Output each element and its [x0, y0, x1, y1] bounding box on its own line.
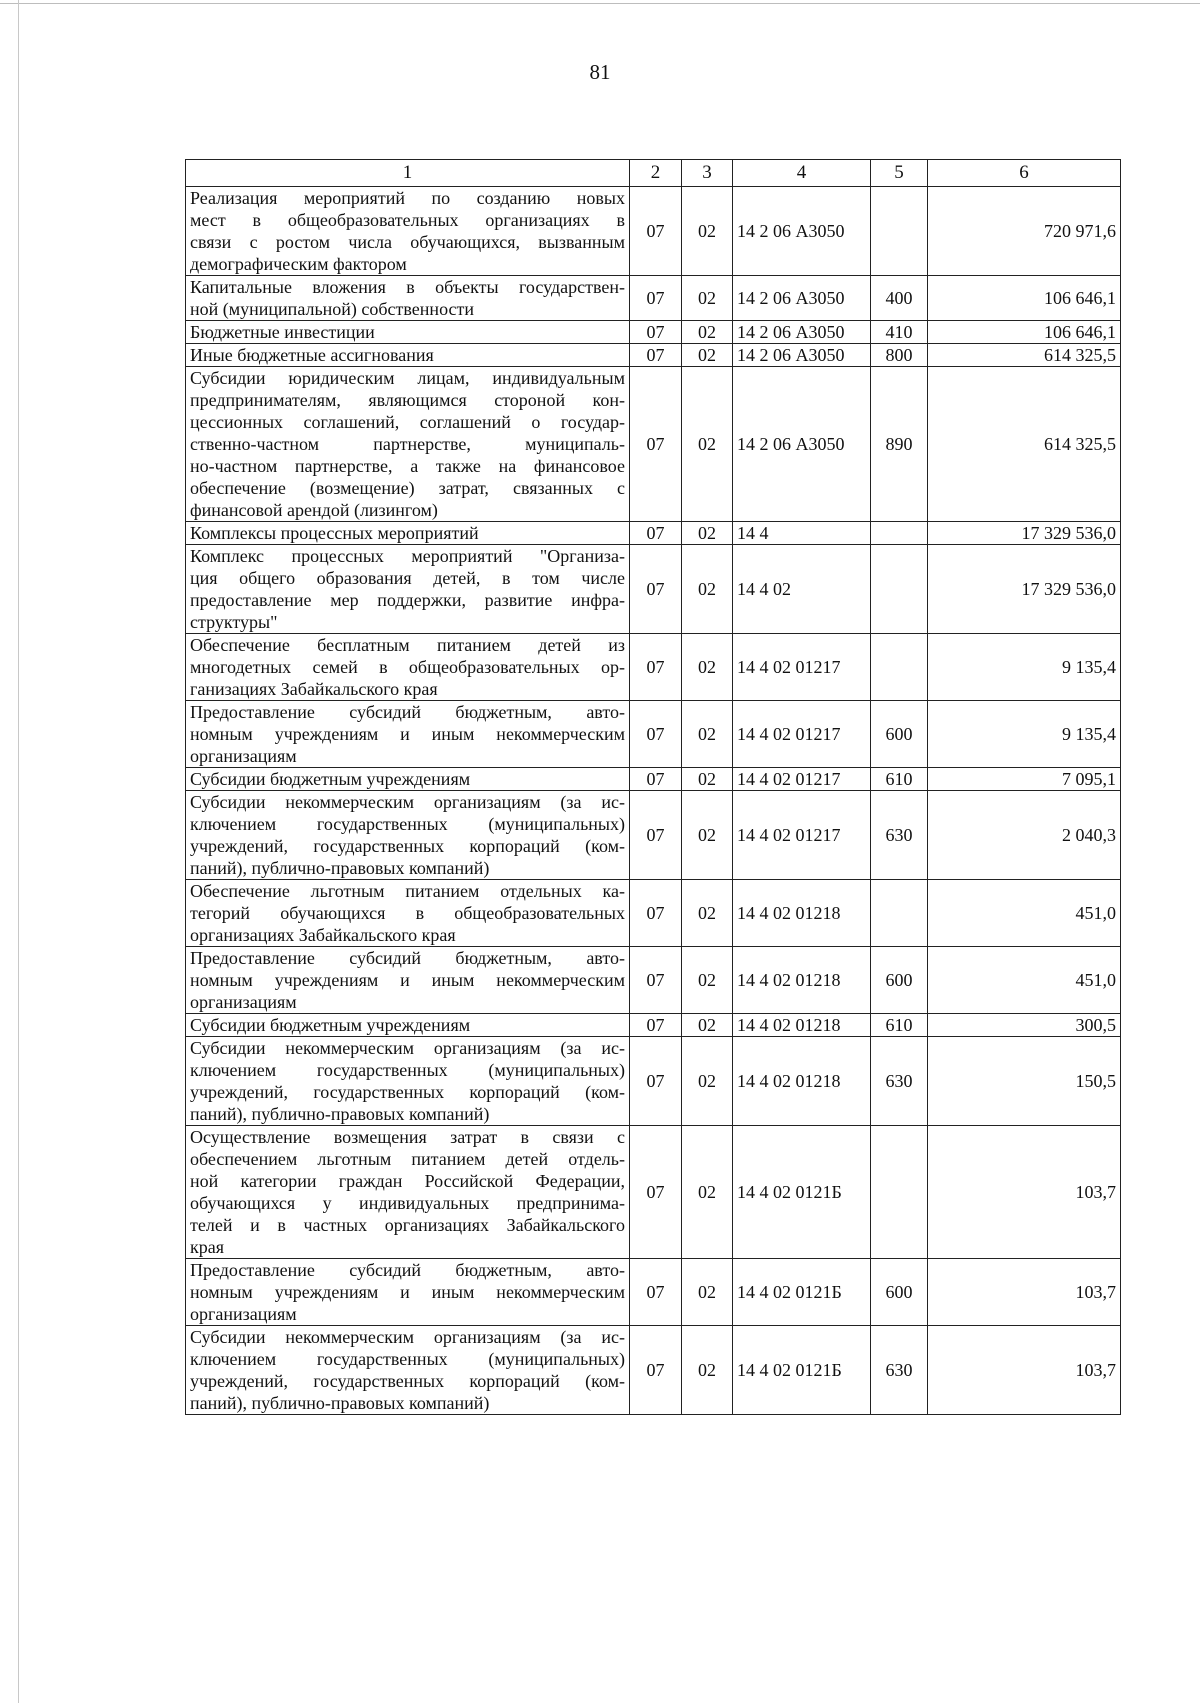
- row-name-line: предоставление мер поддержки, развитие инфра-: [190, 590, 625, 610]
- row-name-line: ключением государственных (муниципальных): [190, 1060, 625, 1080]
- section-code: 07: [630, 344, 682, 367]
- row-name-line: Иные бюджетные ассигнования: [190, 345, 434, 365]
- row-name-line: обеспечение (возмещение) затрат, связанных с: [190, 478, 625, 498]
- row-name: [186, 791, 630, 880]
- expense-type-code: 630: [871, 1037, 928, 1126]
- amount: 103,7: [928, 1126, 1121, 1259]
- row-name-line: ственно-частном партнерстве, муниципаль-: [190, 434, 625, 454]
- row-name: [186, 768, 630, 791]
- table-row: [186, 187, 1121, 276]
- amount: 106 646,1: [928, 321, 1121, 344]
- target-article-code: 14 4 02 01217: [733, 634, 871, 701]
- subsection-code: 02: [682, 276, 733, 321]
- table-row: [186, 1014, 1121, 1037]
- expense-type-code: 610: [871, 1014, 928, 1037]
- expense-type-code: [871, 187, 928, 276]
- section-code: 07: [630, 321, 682, 344]
- subsection-code: 02: [682, 321, 733, 344]
- row-name-line: Предоставление субсидий бюджетным, авто-: [190, 1260, 625, 1280]
- row-name-line: края: [190, 1237, 225, 1257]
- section-code: 07: [630, 791, 682, 880]
- section-code: 07: [630, 634, 682, 701]
- expense-type-code: [871, 522, 928, 545]
- table-row: [186, 768, 1121, 791]
- row-name: [186, 947, 630, 1014]
- row-name-line: паний), публично-правовых компаний): [190, 1393, 490, 1413]
- header-col-4: 4: [733, 160, 871, 187]
- subsection-code: 02: [682, 545, 733, 634]
- row-name-line: финансовой арендой (лизингом): [190, 500, 438, 520]
- row-name-line: паний), публично-правовых компаний): [190, 858, 490, 878]
- row-name-line: Реализация мероприятий по созданию новых: [190, 188, 625, 208]
- amount: 9 135,4: [928, 701, 1121, 768]
- table-row: [186, 947, 1121, 1014]
- amount: 300,5: [928, 1014, 1121, 1037]
- amount: 451,0: [928, 880, 1121, 947]
- target-article-code: 14 4 02 01217: [733, 791, 871, 880]
- amount: 7 095,1: [928, 768, 1121, 791]
- subsection-code: 02: [682, 1014, 733, 1037]
- row-name: [186, 344, 630, 367]
- table-row: [186, 1326, 1121, 1415]
- expense-type-code: 800: [871, 344, 928, 367]
- section-code: 07: [630, 522, 682, 545]
- budget-table: [185, 159, 1121, 1415]
- row-name: [186, 545, 630, 634]
- row-name: [186, 522, 630, 545]
- amount: 150,5: [928, 1037, 1121, 1126]
- expense-type-code: 630: [871, 791, 928, 880]
- header-col-2: 2: [630, 160, 682, 187]
- section-code: 07: [630, 276, 682, 321]
- row-name: [186, 321, 630, 344]
- row-name-line: тегорий обучающихся в общеобразовательных: [190, 903, 625, 923]
- row-name-line: Субсидии юридическим лицам, индивидуальным: [190, 368, 625, 388]
- row-name-line: паний), публично-правовых компаний): [190, 1104, 490, 1124]
- amount: 2 040,3: [928, 791, 1121, 880]
- target-article-code: 14 4 02 01217: [733, 701, 871, 768]
- row-name: [186, 367, 630, 522]
- row-name-line: ной (муниципальной) собственности: [190, 299, 475, 319]
- section-code: 07: [630, 768, 682, 791]
- section-code: 07: [630, 1126, 682, 1259]
- target-article-code: 14 4 02 01217: [733, 768, 871, 791]
- row-name: [186, 187, 630, 276]
- expense-type-code: 890: [871, 367, 928, 522]
- section-code: 07: [630, 1014, 682, 1037]
- expense-type-code: [871, 634, 928, 701]
- table-row: [186, 522, 1121, 545]
- subsection-code: 02: [682, 522, 733, 545]
- expense-type-code: 630: [871, 1326, 928, 1415]
- target-article-code: 14 4 02: [733, 545, 871, 634]
- section-code: 07: [630, 187, 682, 276]
- amount: 614 325,5: [928, 367, 1121, 522]
- row-name: [186, 880, 630, 947]
- row-name: [186, 1126, 630, 1259]
- row-name-line: Субсидии некоммерческим организациям (за ис-: [190, 1327, 625, 1347]
- row-name-line: многодетных семей в общеобразовательных ор-: [190, 657, 625, 677]
- subsection-code: 02: [682, 187, 733, 276]
- row-name-line: ключением государственных (муниципальных): [190, 814, 625, 834]
- table-row: [186, 545, 1121, 634]
- row-name-line: ной категории граждан Российской Федерации,: [190, 1171, 625, 1191]
- target-article-code: 14 2 06 А3050: [733, 367, 871, 522]
- row-name-line: структуры": [190, 612, 278, 632]
- row-name-line: обучающихся у индивидуальных предпринима-: [190, 1193, 625, 1213]
- table-row: [186, 1126, 1121, 1259]
- section-code: 07: [630, 701, 682, 768]
- amount: 103,7: [928, 1326, 1121, 1415]
- row-name-line: демографическим фактором: [190, 254, 407, 274]
- row-name-line: учреждений, государственных корпораций (ком-: [190, 1371, 625, 1391]
- amount: 103,7: [928, 1259, 1121, 1326]
- expense-type-code: 600: [871, 701, 928, 768]
- target-article-code: 14 4 02 0121Б: [733, 1326, 871, 1415]
- page-number: 81: [589, 60, 611, 84]
- subsection-code: 02: [682, 1126, 733, 1259]
- row-name-line: номным учреждениям и иным некоммерческим: [190, 1282, 625, 1302]
- subsection-code: 02: [682, 701, 733, 768]
- section-code: 07: [630, 880, 682, 947]
- target-article-code: 14 4: [733, 522, 871, 545]
- amount: 17 329 536,0: [928, 545, 1121, 634]
- row-name: [186, 701, 630, 768]
- subsection-code: 02: [682, 1326, 733, 1415]
- subsection-code: 02: [682, 947, 733, 1014]
- row-name-line: обеспечением льготным питанием детей отдель-: [190, 1149, 625, 1169]
- subsection-code: 02: [682, 880, 733, 947]
- scan-edge-top: [0, 3, 1200, 4]
- row-name: [186, 634, 630, 701]
- subsection-code: 02: [682, 367, 733, 522]
- table-row: [186, 367, 1121, 522]
- row-name-line: ганизациях Забайкальского края: [190, 679, 438, 699]
- table-row: [186, 1259, 1121, 1326]
- row-name-line: организациям: [190, 746, 297, 766]
- amount: 614 325,5: [928, 344, 1121, 367]
- row-name-line: Субсидии некоммерческим организациям (за ис-: [190, 1038, 625, 1058]
- scan-edge-left: [18, 0, 19, 1703]
- row-name-line: Бюджетные инвестиции: [190, 322, 375, 342]
- header-col-5: 5: [871, 160, 928, 187]
- row-name-line: номным учреждениям и иным некоммерческим: [190, 724, 625, 744]
- table-row: [186, 1037, 1121, 1126]
- target-article-code: 14 4 02 0121Б: [733, 1126, 871, 1259]
- section-code: 07: [630, 545, 682, 634]
- target-article-code: 14 2 06 А3050: [733, 344, 871, 367]
- row-name: [186, 1037, 630, 1126]
- target-article-code: 14 4 02 0121Б: [733, 1259, 871, 1326]
- section-code: 07: [630, 1326, 682, 1415]
- expense-type-code: [871, 545, 928, 634]
- table-row: [186, 880, 1121, 947]
- row-name-line: Обеспечение льготным питанием отдельных ка-: [190, 881, 625, 901]
- target-article-code: 14 4 02 01218: [733, 1037, 871, 1126]
- table-row: [186, 701, 1121, 768]
- row-name-line: предпринимателям, являющимся стороной кон-: [190, 390, 625, 410]
- subsection-code: 02: [682, 344, 733, 367]
- target-article-code: 14 4 02 01218: [733, 1014, 871, 1037]
- subsection-code: 02: [682, 1259, 733, 1326]
- target-article-code: 14 2 06 А3050: [733, 276, 871, 321]
- header-row: [186, 160, 1121, 187]
- subsection-code: 02: [682, 634, 733, 701]
- subsection-code: 02: [682, 768, 733, 791]
- expense-type-code: 600: [871, 947, 928, 1014]
- row-name: [186, 276, 630, 321]
- expense-type-code: [871, 880, 928, 947]
- row-name-line: Осуществление возмещения затрат в связи с: [190, 1127, 625, 1147]
- subsection-code: 02: [682, 1037, 733, 1126]
- header-col-3: 3: [682, 160, 733, 187]
- row-name-line: Субсидии некоммерческим организациям (за ис-: [190, 792, 625, 812]
- row-name-line: ключением государственных (муниципальных): [190, 1349, 625, 1369]
- row-name-line: цессионных соглашений, соглашений о государ-: [190, 412, 625, 432]
- row-name-line: мест в общеобразовательных организациях в: [190, 210, 625, 230]
- table-row: [186, 634, 1121, 701]
- expense-type-code: 410: [871, 321, 928, 344]
- row-name-line: Предоставление субсидий бюджетным, авто-: [190, 702, 625, 722]
- expense-type-code: 400: [871, 276, 928, 321]
- header-col-6: 6: [928, 160, 1121, 187]
- row-name-line: Капитальные вложения в объекты государствен-: [190, 277, 625, 297]
- target-article-code: 14 4 02 01218: [733, 880, 871, 947]
- target-article-code: 14 4 02 01218: [733, 947, 871, 1014]
- row-name-line: номным учреждениям и иным некоммерческим: [190, 970, 625, 990]
- target-article-code: 14 2 06 А3050: [733, 187, 871, 276]
- expense-type-code: 610: [871, 768, 928, 791]
- row-name: [186, 1326, 630, 1415]
- row-name-line: учреждений, государственных корпораций (ком-: [190, 1082, 625, 1102]
- row-name: [186, 1259, 630, 1326]
- row-name: [186, 1014, 630, 1037]
- amount: 720 971,6: [928, 187, 1121, 276]
- row-name-line: организациям: [190, 1304, 297, 1324]
- amount: 17 329 536,0: [928, 522, 1121, 545]
- amount: 9 135,4: [928, 634, 1121, 701]
- row-name-line: ция общего образования детей, в том числе: [190, 568, 625, 588]
- expense-type-code: [871, 1126, 928, 1259]
- header-col-1: 1: [186, 160, 630, 187]
- row-name-line: Субсидии бюджетным учреждениям: [190, 769, 471, 789]
- table-row: [186, 276, 1121, 321]
- row-name-line: Субсидии бюджетным учреждениям: [190, 1015, 471, 1035]
- row-name-line: Обеспечение бесплатным питанием детей из: [190, 635, 625, 655]
- row-name-line: телей и в частных организациях Забайкальского: [190, 1215, 625, 1235]
- row-name-line: Предоставление субсидий бюджетным, авто-: [190, 948, 625, 968]
- expense-type-code: 600: [871, 1259, 928, 1326]
- row-name-line: Комплекс процессных мероприятий "Организа-: [190, 546, 625, 566]
- row-name-line: организациях Забайкальского края: [190, 925, 456, 945]
- section-code: 07: [630, 947, 682, 1014]
- table-row: [186, 791, 1121, 880]
- subsection-code: 02: [682, 791, 733, 880]
- row-name-line: Комплексы процессных мероприятий: [190, 523, 479, 543]
- row-name-line: учреждений, государственных корпораций (ком-: [190, 836, 625, 856]
- section-code: 07: [630, 1259, 682, 1326]
- table-row: [186, 344, 1121, 367]
- section-code: 07: [630, 367, 682, 522]
- table-row: [186, 321, 1121, 344]
- row-name-line: организациям: [190, 992, 297, 1012]
- row-name-line: но-частном партнерстве, а также на финансовое: [190, 456, 625, 476]
- table-body: [186, 187, 1121, 1415]
- amount: 451,0: [928, 947, 1121, 1014]
- amount: 106 646,1: [928, 276, 1121, 321]
- row-name-line: связи с ростом числа обучающихся, вызванным: [190, 232, 625, 252]
- target-article-code: 14 2 06 А3050: [733, 321, 871, 344]
- section-code: 07: [630, 1037, 682, 1126]
